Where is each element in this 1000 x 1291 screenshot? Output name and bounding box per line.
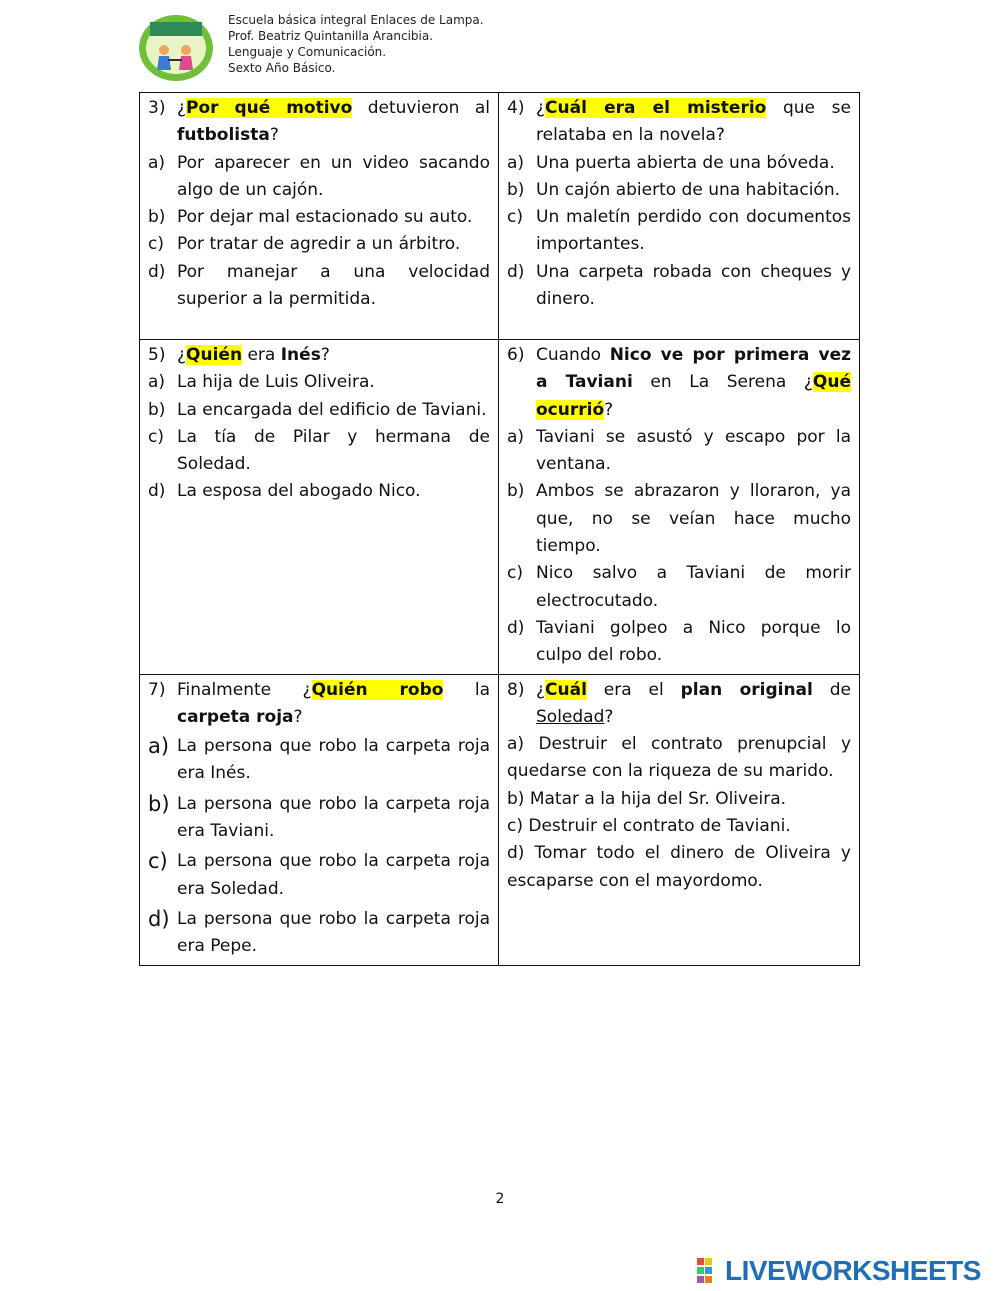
option-d[interactable]: d) La persona que robo la carpeta roja era Pepe.: [148, 906, 490, 957]
grade-name: Sexto Año Básico.: [228, 61, 336, 75]
option-a[interactable]: a) Taviani se asustó y escapo por la ventana.: [507, 426, 851, 475]
question-3-cell: [140, 93, 499, 340]
question-5-cell: [140, 340, 499, 675]
question-7-cell: [140, 674, 499, 965]
option-b[interactable]: b) La encargada del edificio de Taviani.: [148, 399, 487, 420]
brand-name: LIVEWORKSHEETS: [725, 1255, 981, 1286]
highlight: Quién robo: [311, 679, 444, 700]
brand-footer[interactable]: [697, 1255, 981, 1287]
question-number: 6): [507, 345, 525, 365]
liveworksheets-logo-icon: [697, 1258, 721, 1284]
table-row: [140, 674, 860, 965]
school-logo: [138, 12, 214, 82]
highlight: Quién: [186, 345, 243, 365]
table-row: [140, 93, 860, 340]
option-d[interactable]: d) Taviani golpeo a Nico porque lo culpo del robo.: [507, 617, 851, 666]
question-4: 4) ¿Cuál era el misterio que se relataba en la novela?: [507, 95, 851, 150]
question-number: 8): [507, 679, 525, 700]
questions-table: [139, 92, 860, 966]
option-c[interactable]: c) La tía de Pilar y hermana de Soledad.: [148, 426, 490, 475]
school-header: [228, 12, 484, 76]
question-number: 7): [148, 679, 166, 700]
question-7: 7) Finalmente ¿Quién robo la carpeta roja?: [148, 677, 490, 732]
question-number: 5): [148, 345, 166, 365]
option-d[interactable]: d) Una carpeta robada con cheques y dinero.: [507, 261, 851, 310]
highlight: Por qué motivo: [186, 98, 353, 118]
option-a[interactable]: a) Destruir el contrato prenupcial y quedarse con la riqueza de su marido.: [507, 734, 851, 782]
question-6: 6) Cuando Nico ve por primera vez a Taviani en La Serena ¿Qué ocurrió?: [507, 342, 851, 424]
page-number: 2: [495, 1191, 505, 1207]
highlight: Qué ocurrió: [536, 372, 852, 420]
question-8: 8) ¿Cuál era el plan original de Soledad?: [507, 677, 851, 732]
option-a[interactable]: a) La hija de Luis Oliveira.: [148, 372, 375, 393]
question-8-cell: [499, 674, 860, 965]
option-c[interactable]: c) Destruir el contrato de Taviani.: [507, 816, 791, 837]
option-b[interactable]: b) Ambos se abrazaron y lloraron, ya que, no se veían hace mucho tiempo.: [507, 481, 851, 557]
option-b[interactable]: b) Un cajón abierto de una habitación.: [507, 179, 840, 200]
option-a[interactable]: a) Una puerta abierta de una bóveda.: [507, 152, 835, 173]
school-name: Escuela básica integral Enlaces de Lampa.: [228, 13, 484, 27]
option-b[interactable]: b) La persona que robo la carpeta roja era Taviani.: [148, 791, 490, 842]
highlight: Cuál: [545, 679, 587, 700]
option-d[interactable]: d) Por manejar a una velocidad superior a la permitida.: [148, 261, 490, 310]
option-c[interactable]: c) Por tratar de agredir a un árbitro.: [148, 234, 461, 255]
option-c[interactable]: c) La persona que robo la carpeta roja era Soledad.: [148, 849, 490, 899]
subject-name: Lenguaje y Comunicación.: [228, 45, 387, 59]
question-6-cell: [499, 340, 860, 675]
question-3: 3) ¿Por qué motivo detuvieron al futbolista?: [148, 95, 490, 150]
option-d[interactable]: d) Tomar todo el dinero de Oliveira y escaparse con el mayordomo.: [507, 843, 851, 891]
question-5: 5) ¿Quién era Inés?: [148, 342, 490, 369]
table-row: [140, 340, 860, 675]
option-c[interactable]: c) Un maletín perdido con documentos importantes.: [507, 207, 851, 255]
question-4-cell: [499, 93, 860, 340]
highlight: Cuál era el misterio: [545, 98, 767, 118]
question-number: 4): [507, 98, 525, 118]
option-a[interactable]: a) Por aparecer en un video sacando algo de un cajón.: [148, 152, 490, 200]
option-b[interactable]: b) Por dejar mal estacionado su auto.: [148, 207, 473, 228]
option-b[interactable]: b) Matar a la hija del Sr. Oliveira.: [507, 788, 787, 809]
question-number: 3): [148, 98, 166, 118]
option-d[interactable]: d) La esposa del abogado Nico.: [148, 481, 421, 502]
option-a[interactable]: a) La persona que robo la carpeta roja era Inés.: [148, 734, 490, 784]
teacher-name: Prof. Beatriz Quintanilla Arancibia.: [228, 29, 434, 43]
option-c[interactable]: c) Nico salvo a Taviani de morir electrocutado.: [507, 563, 851, 611]
